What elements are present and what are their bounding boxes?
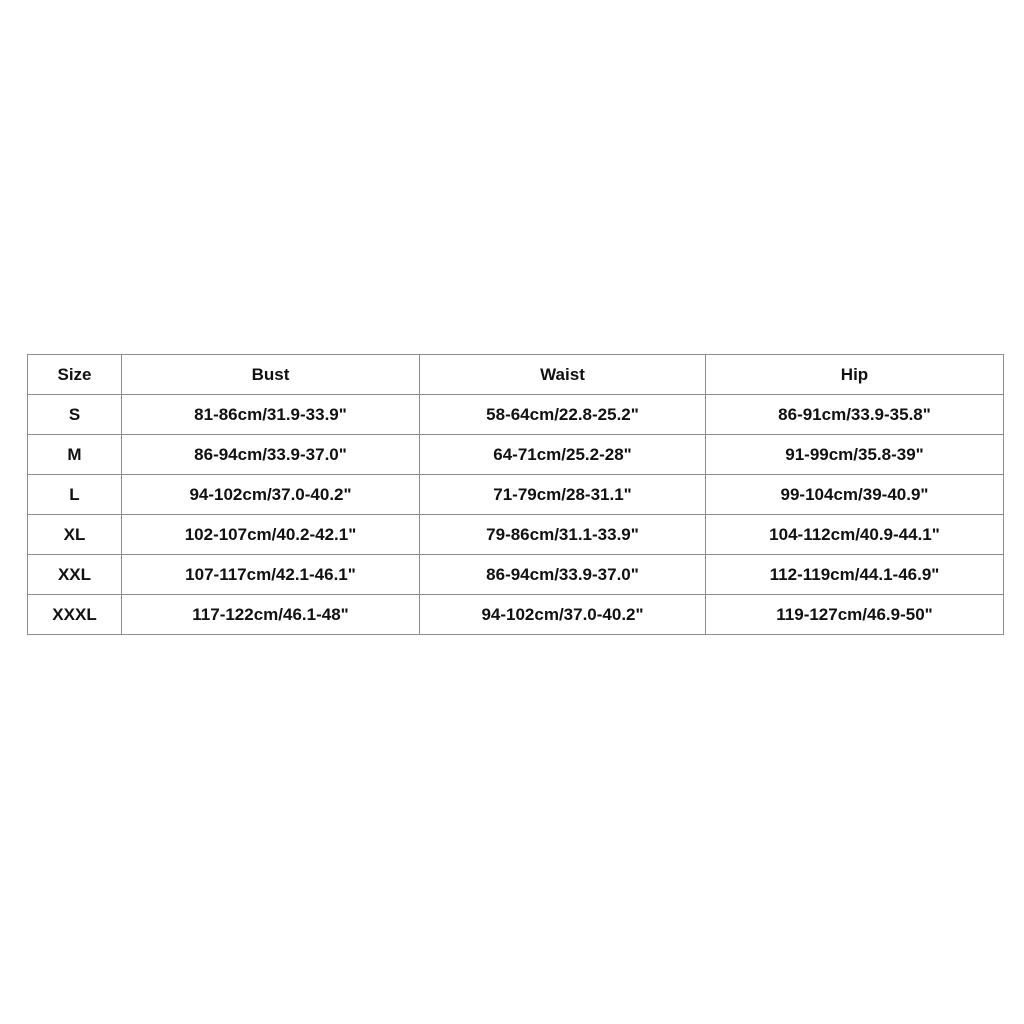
cell-hip: 86-91cm/33.9-35.8" [706, 395, 1004, 435]
cell-size: M [28, 435, 122, 475]
header-hip: Hip [706, 355, 1004, 395]
cell-waist: 94-102cm/37.0-40.2" [420, 595, 706, 635]
cell-bust: 94-102cm/37.0-40.2" [122, 475, 420, 515]
cell-hip: 99-104cm/39-40.9" [706, 475, 1004, 515]
header-bust: Bust [122, 355, 420, 395]
cell-size: L [28, 475, 122, 515]
table-row [28, 515, 1004, 555]
table-header-row [28, 355, 1004, 395]
cell-bust: 117-122cm/46.1-48" [122, 595, 420, 635]
size-chart-table [27, 354, 1004, 635]
table-row [28, 475, 1004, 515]
cell-waist: 64-71cm/25.2-28" [420, 435, 706, 475]
cell-bust: 86-94cm/33.9-37.0" [122, 435, 420, 475]
cell-bust: 81-86cm/31.9-33.9" [122, 395, 420, 435]
cell-hip: 91-99cm/35.8-39" [706, 435, 1004, 475]
cell-size: XL [28, 515, 122, 555]
table-row [28, 555, 1004, 595]
table-row [28, 595, 1004, 635]
cell-bust: 102-107cm/40.2-42.1" [122, 515, 420, 555]
table-row [28, 395, 1004, 435]
cell-waist: 58-64cm/22.8-25.2" [420, 395, 706, 435]
cell-waist: 71-79cm/28-31.1" [420, 475, 706, 515]
cell-hip: 104-112cm/40.9-44.1" [706, 515, 1004, 555]
cell-waist: 86-94cm/33.9-37.0" [420, 555, 706, 595]
header-waist: Waist [420, 355, 706, 395]
cell-size: XXXL [28, 595, 122, 635]
cell-size: S [28, 395, 122, 435]
header-size: Size [28, 355, 122, 395]
cell-size: XXL [28, 555, 122, 595]
cell-hip: 112-119cm/44.1-46.9" [706, 555, 1004, 595]
cell-bust: 107-117cm/42.1-46.1" [122, 555, 420, 595]
cell-waist: 79-86cm/31.1-33.9" [420, 515, 706, 555]
table-row [28, 435, 1004, 475]
cell-hip: 119-127cm/46.9-50" [706, 595, 1004, 635]
